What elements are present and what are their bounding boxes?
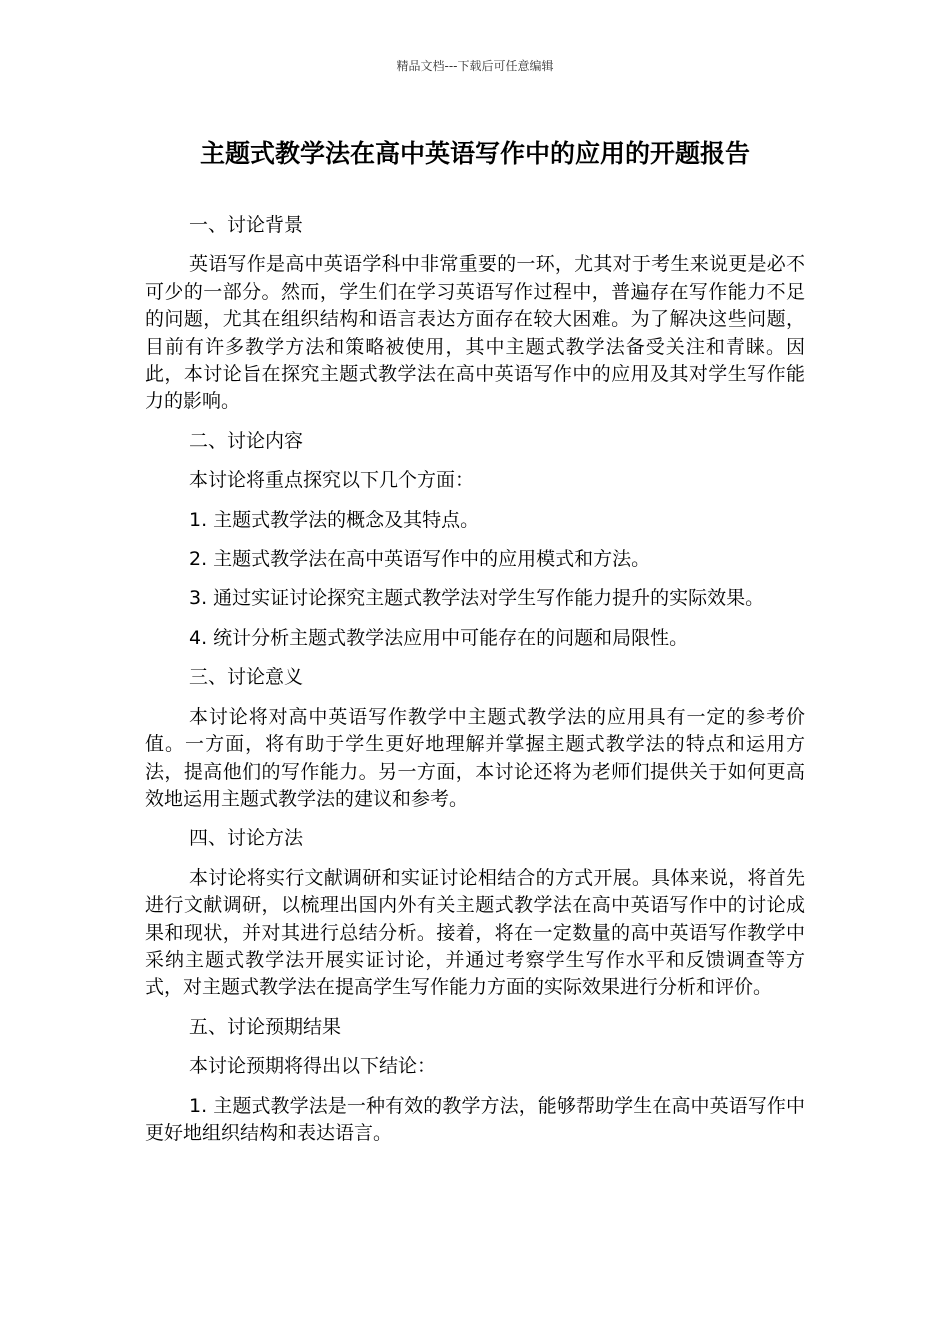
document-title: 主题式教学法在高中英语写作中的应用的开题报告	[199, 139, 750, 168]
content-list-item: 3. 通过实证讨论探究主题式教学法对学生写作能力提升的实际效果。	[189, 587, 765, 610]
section-heading-method: 四、讨论方法	[189, 827, 304, 850]
content-list-item: 2. 主题式教学法在高中英语写作中的应用模式和方法。	[189, 548, 651, 571]
header-note: 精品文档---下载后可任意编辑	[396, 59, 554, 73]
content-intro: 本讨论将重点探究以下几个方面：	[189, 469, 475, 492]
method-paragraph: 本讨论将实行文献调研和实证讨论相结合的方式开展。具体来说，将首先进行文献调研，以梳理出国内外有关主题式教学法在高中英语写作中的讨论成果和现状，并对其进行总结分析。接着，将在一定数量的高中英语写作教学中采纳主题式教学法开展实证讨论，并通过考察学生写作水平和反馈调查等方式，对主题式教学法在提高学生写作能力方面的实际效果进行分析和评价。	[145, 866, 805, 999]
content-list-item: 1. 主题式教学法的概念及其特点。	[189, 508, 480, 531]
significance-paragraph: 本讨论将对高中英语写作教学中主题式教学法的应用具有一定的参考价值。一方面，将有助于学生更好地理解并掌握主题式教学法的特点和运用方法，提高他们的写作能力。另一方面，本讨论还将为老师们提供关于如何更高效地运用主题式教学法的建议和参考。	[145, 705, 805, 810]
section-heading-expected: 五、讨论预期结果	[189, 1015, 342, 1038]
expected-list-item: 1. 主题式教学法是一种有效的教学方法，能够帮助学生在高中英语写作中更好地组织结构和表达语言。	[145, 1094, 805, 1144]
document-body	[145, 212, 805, 1159]
content-list-item: 4. 统计分析主题式教学法应用中可能存在的问题和局限性。	[189, 626, 689, 649]
section-heading-background: 一、讨论背景	[189, 214, 304, 236]
section-heading-content: 二、讨论内容	[189, 429, 304, 452]
section-heading-significance: 三、讨论意义	[189, 666, 304, 689]
expected-intro: 本讨论预期将得出以下结论：	[189, 1055, 437, 1078]
background-paragraph: 英语写作是高中英语学科中非常重要的一环，尤其对于考生来说更是必不可少的一部分。然而，学生们在学习英语写作过程中，普遍存在写作能力不足的问题，尤其在组织结构和语言表达方面存在较大困难。为了解决这些问题，目前有许多教学方法和策略被使用，其中主题式教学法备受关注和青睐。因此，本讨论旨在探究主题式教学法在高中英语写作中的应用及其对学生写作能力的影响。	[145, 253, 805, 413]
